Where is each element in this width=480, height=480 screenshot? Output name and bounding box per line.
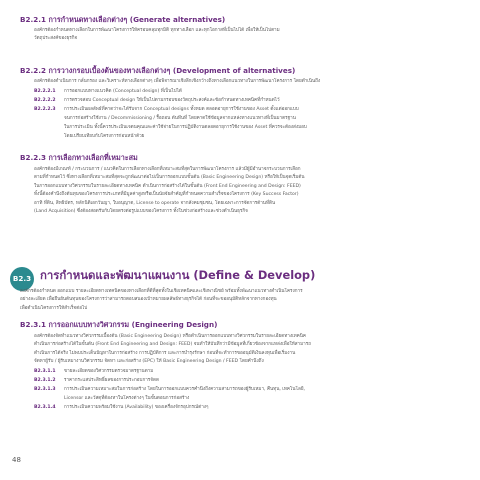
item-continuation: Licensor และวัสดุที่ต้องหาในโครงต่างๆ ในขั้นตอนการก่อสร้าง: [64, 396, 190, 401]
section-title-b231: B2.3.1 การออกแบบทางวิศวกรรม (Engineering Design): [20, 320, 218, 329]
item-number: B2.3.1.2: [34, 378, 56, 383]
list-item-b2222: [34, 97, 280, 105]
item-number: B2.2.2.2: [34, 98, 56, 103]
section-body-b231: [34, 333, 466, 367]
item-text: ขายละเอียดของวิศวกรรมตรวจมาตรฐานตาม: [64, 369, 154, 374]
item-number: B2.3.1.4: [34, 405, 56, 410]
item-continuation: ในการประเมิน ทั้งนี้ควรประเมินเจตนคุณและค่าใช้จ่ายในการปฏิบัติงานตลอดอายุการใช้งานของ Asset ที่ควรจะต้องส่งมอบ: [64, 125, 307, 130]
body-line: ทั้งนี้ต้องคำนึงถึงต้นทุนของโครงการประเภทที่มีมูลค่าสูงหรือเป็นนัยจัยสำคัญที่กำหนดความสำเร็จของโครงการ (Key Success Factor): [34, 192, 299, 198]
item-number: B2.2.2.1: [34, 89, 56, 94]
body-line: องค์กรต้องมีเกณฑ์ / กระบวนการ / แนวคิดในการเลือกทางเลือกที่เหมาะสมที่สุดในการพัฒนาโครงการ แล้วมีผู้มีอำนาจกระบวนการเลือก: [34, 167, 301, 172]
body-line: องค์กรต้องกำหนดทางเลือกในการพัฒนาโครงการให้ครอบคลุมทุกมิติ ทุกทางเลือก และทุกโอกาสที่เป็นไปได้ เพื่อให้เป็นไปตาม: [34, 28, 280, 33]
list-item-b2313: [34, 386, 305, 394]
item-number: B2.3.1.1: [34, 369, 56, 374]
item-number: B2.3.1.3: [34, 387, 56, 392]
list-item-b2223: [34, 106, 299, 114]
body-line: ในการออกแบบทางวิศวกรรมในรายละเอียดทางเทคนิค ดำเนินการก่อสร้างได้ในขั้นต้น (Front End Engineering and Design: FEED): [34, 183, 301, 189]
body-line: ดำเนินการได้จริง ไม่พบประเด็นปัญหาในการก่อสร้าง การปฏิบัติการ และการบำรุงรักษา ก่อนที่จะทำการขออนุมัติเงินลงทุนเพื่อเริ่มงาน: [34, 350, 296, 356]
item-number: B2.2.2.3: [34, 107, 56, 112]
item-continuation: โดยเปรียบเทียบกับโครงการก่อนหน้าด้วย: [64, 134, 145, 139]
section-title-b221: B2.2.1 การกำหนดทางเลือกต่างๆ (Generate alternatives): [20, 15, 226, 24]
list-item-b2312: [34, 377, 159, 385]
body-line: องค์กรต้องกำหนด ออกแบบ รายละเอียดทางเทคนิคของทางเลือกที่ดีที่สุดทั้งในเชิงเทคนิคและเชิงพาณิชย์ พร้อมทั้งพัฒนาแนวทางดำเนินโครงการ: [20, 289, 303, 294]
body-line: ตามที่กำหนดไว้ ซึ่งทางเลือกที่เหมาะสมที่สุดจะถูกพัฒนาต่อไปเป็นการออกแบบขั้นต้น (Basic Engineering Design) หรือให้เป็นจุดเริ่มต้น: [34, 175, 305, 181]
list-item-b2311: [34, 368, 153, 376]
item-text: การประเมินความพร้อมใช้งาน (Availability) ของเครื่องจักรอุปกรณ์ต่างๆ: [64, 405, 209, 410]
body-line: เพื่อดำเนินโครงการให้สำเร็จต่อไป: [20, 305, 88, 311]
section-body-b223: [34, 166, 466, 216]
body-line: จัดหาผู้รับ / ผู้รับเหมางานวิศวกรรม จัดหา และก่อสร้าง (EPC) ให้ Basic Engineering Design / FEED โดยคำนึงถึง: [34, 359, 264, 365]
body-line: ดำเนินการก่อสร้างได้ในขั้นต้น (Front End Engineering and Design: FEED) จนทำให้บันทึกว่ามีข้อมูลที่เกี่ยวข้องจากแหล่งเพื่อให้สามารถ: [34, 342, 311, 348]
item-text: การตรวจสอบ Conceptual design ให้เป็นไปตามกรอบของวัตถุประสงค์และข้อกำหนดทางเทคนิคที่กำหนดไว้: [64, 98, 280, 103]
page-number: 48: [12, 456, 21, 464]
body-line: องค์กรต้องจัดทำแนวทางวิศวกรรมเบื้องต้น (Basic Engineering Design) หรือดำเนินการออกแบบทางวิศวกรรมในรายละเอียดทางเทคนิค: [34, 334, 306, 339]
item-text: การประเมินความเหมาะสมในการก่อสร้าง โดยในการออกแบบควรคำนึงถึงความสามารถของผู้รับเหมา, คืนทุน, เทคโนโลยี,: [64, 387, 305, 392]
body-line: วัตถุประสงค์ของธุรกิจ: [34, 36, 78, 42]
list-item-b2221: [34, 88, 182, 96]
item-text: การออกแบบทางแนวคิด (Conceptual design) ที่เป็นไปได้: [64, 89, 182, 94]
section-badge-b23: B2.3: [10, 267, 34, 291]
body-line: อาทิ ที่ดิน, สิทธิบัตร, หลักนิติเอกวันญา, ใบอนุญาต, License to operate จากสังคมชุมชน, โดยเฉพาะการจัดการด้านที่ดิน: [34, 200, 276, 206]
section-title-b222: B2.2.2 การวางกรอบเบื้องต้นของทางเลือกต่างๆ (Development of alternatives): [20, 66, 296, 75]
body-line: อย่างละเอียด เพื่อยืนยันต้นทุนของโครงการว่าสามารถตอบสนองเป้าหมายผลลัพธ์ทางธุรกิจได้ ก่อนที่จะขออนุมัติหลักจากทางกองทุน: [20, 297, 277, 303]
section-body-b221: [34, 27, 464, 44]
body-line: (Land Acquisition) ซึ่งต้องสอดรับกับโดยตรงต่อรูปแบบของโครงการ ทั้งในช่วงก่อสร้างและช่วงดำเนินธุรกิจ: [34, 209, 248, 215]
section-title-b223: B2.2.3 การเลือกทางเลือกที่เหมาะสม: [20, 153, 138, 162]
section-title-b23: การกำหนดและพัฒนาแผนงาน (Define & Develop): [40, 268, 316, 282]
section-body-b222: องค์กรต้องดำเนินการ กลั่นกรอง และวิเคราะห์ทางเลือกต่างๆ เพื่อพิจารณาเชิงลึกเชิงกว้างถึงทางเลือกแนวทางในการพัฒนาโครงการ โดยดำเนินถึง: [34, 79, 321, 84]
item-text: การประเมินผลลัพธ์ที่คาดว่าจะได้รับจาก Conceptual designs ทั้งหมด ตลอดอายุการใช้งานของ Asset ตั้งแต่ออกแบบ: [64, 107, 299, 112]
item-text: ราคากระแสประสิทธิ์ผลของการประกอบการจัดด: [64, 378, 159, 383]
list-item-b2314: [34, 404, 208, 412]
section-body-b23: [20, 288, 466, 313]
item-continuation: จนการก่อสร้างใช้งาน / Decommissioning / รื้อถอน ต้นทีนที่ โดยคาดใช้ข้อมูลจากแหล่งทางแนวทางที่เป็นมาตรฐาน: [64, 116, 296, 121]
